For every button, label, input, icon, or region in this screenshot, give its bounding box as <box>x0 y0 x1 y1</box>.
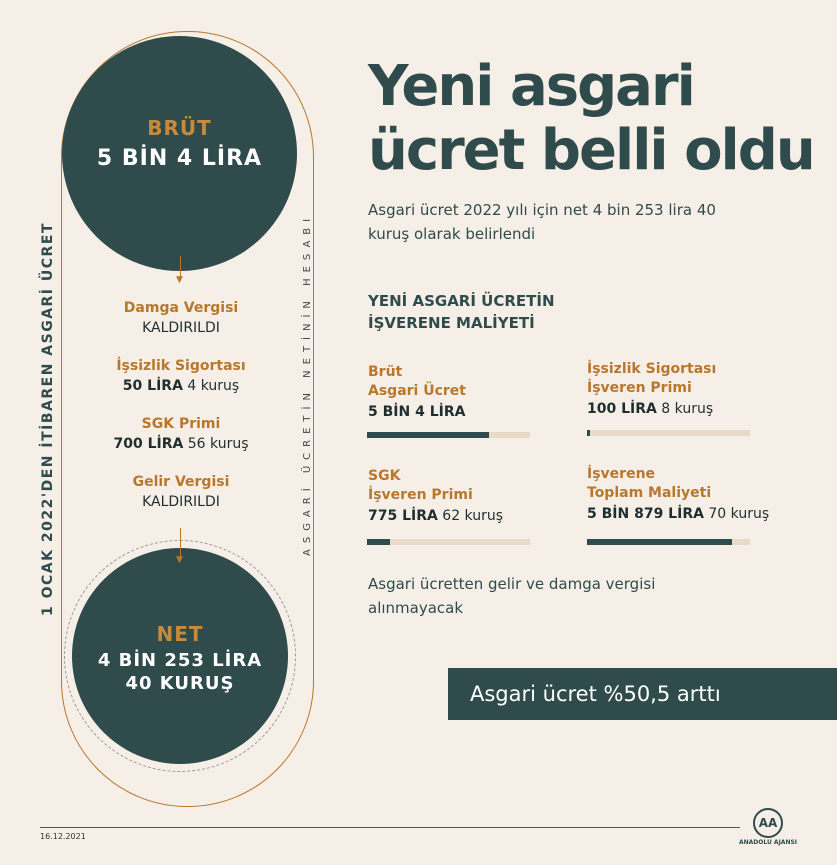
cost-value-big: 5 BİN 879 LİRA <box>587 506 704 522</box>
deduction-value-big: 50 LİRA <box>122 378 183 394</box>
cost-label-line1: İşverene <box>587 466 656 482</box>
arrow-down-icon: ▼ <box>176 275 183 285</box>
deduction-income-tax <box>96 474 266 510</box>
cost-item-total <box>587 465 770 522</box>
page-title-line1: Yeni asgari <box>368 54 694 119</box>
section-title <box>368 290 555 334</box>
page-title-line2: ücret belli oldu <box>368 118 814 183</box>
page-title <box>368 55 814 183</box>
deduction-unemployment-insurance <box>96 358 266 394</box>
arrow-down-icon: ▼ <box>176 555 183 565</box>
cost-value-small: 70 kuruş <box>708 506 770 522</box>
deduction-value-big: KALDIRILDI <box>142 320 220 336</box>
cost-bar-fill <box>367 432 489 438</box>
deduction-stamp-tax <box>96 300 266 336</box>
gross-value: 5 BİN 4 LİRA <box>96 146 263 171</box>
cost-label-line2: İşveren Primi <box>368 487 473 503</box>
cost-label-line2: İşveren Primi <box>587 380 692 396</box>
cost-value <box>368 508 533 524</box>
publish-date: 16.12.2021 <box>40 832 86 841</box>
net-value-line1: 4 BİN 253 LİRA <box>97 650 263 671</box>
deduction-title: Damga Vergisi <box>123 300 239 316</box>
cost-bar-fill <box>587 430 590 436</box>
section-title-line2: İŞVERENE MALİYETİ <box>368 314 535 332</box>
cost-bar-sgk <box>367 539 530 545</box>
deduction-sgk-premium <box>96 416 266 452</box>
footer-divider <box>40 827 740 828</box>
net-circle <box>72 548 288 764</box>
cost-label-line2: Asgari Ücret <box>368 383 466 399</box>
logo-text: ANADOLU AJANSI <box>738 839 798 846</box>
logo-mark-icon: AA <box>753 808 783 838</box>
cost-bar-total <box>587 539 750 545</box>
gross-circle <box>62 36 297 271</box>
right-vertical-caption: ASGARİ ÜCRETİN NETİNİN HESABI <box>302 209 313 560</box>
deduction-value <box>96 494 266 510</box>
cost-value-big: 775 LİRA <box>368 508 438 524</box>
cost-bar-gross <box>367 432 530 438</box>
cost-item-gross <box>368 363 533 420</box>
section-title-line1: YENİ ASGARİ ÜCRETİN <box>368 292 555 310</box>
deduction-title: İşsizlik Sigortası <box>116 358 246 374</box>
deduction-value <box>96 320 266 336</box>
gross-label: BRÜT <box>147 116 212 140</box>
cost-value <box>368 404 533 420</box>
left-vertical-caption: 1 OCAK 2022'DEN İTİBAREN ASGARİ ÜCRET <box>40 218 56 620</box>
deduction-value-small: 56 kuruş <box>187 436 249 452</box>
cost-value <box>587 401 752 417</box>
deduction-value <box>96 436 266 452</box>
deduction-value-small: 4 kuruş <box>187 378 240 394</box>
cost-label-line1: İşsizlik Sigortası <box>587 361 717 377</box>
subheading: Asgari ücret 2022 yılı için net 4 bin 253 lira 40 kuruş olarak belirlendi <box>368 201 716 243</box>
cost-label-line2: Toplam Maliyeti <box>587 485 712 501</box>
cost-item-unemployment <box>587 360 752 417</box>
cost-bar-fill <box>587 539 732 545</box>
cost-label-line1: SGK <box>368 468 401 484</box>
cost-bar-unemployment <box>587 430 750 436</box>
cost-value-small: 62 kuruş <box>442 508 504 524</box>
cost-bar-fill <box>367 539 390 545</box>
deduction-title: SGK Primi <box>141 416 221 432</box>
anadolu-logo <box>738 808 798 848</box>
deduction-title: Gelir Vergisi <box>132 474 230 490</box>
cost-label-line1: Brüt <box>368 364 403 380</box>
cost-value <box>587 506 770 522</box>
net-value-line2: 40 KURUŞ <box>125 673 235 694</box>
cost-value-big: 100 LİRA <box>587 401 657 417</box>
arrow-deductions-to-net <box>180 528 181 558</box>
deduction-value-big: KALDIRILDI <box>142 494 220 510</box>
cost-value-small: 8 kuruş <box>661 401 714 417</box>
increase-banner: Asgari ücret %50,5 arttı <box>448 668 837 720</box>
cost-item-sgk <box>368 467 533 524</box>
net-label: NET <box>156 622 204 646</box>
tax-note: Asgari ücretten gelir ve damga vergisi alınmayacak <box>368 575 656 617</box>
deduction-value <box>96 378 266 394</box>
cost-value-big: 5 BİN 4 LİRA <box>368 404 466 420</box>
deduction-value-big: 700 LİRA <box>113 436 184 452</box>
